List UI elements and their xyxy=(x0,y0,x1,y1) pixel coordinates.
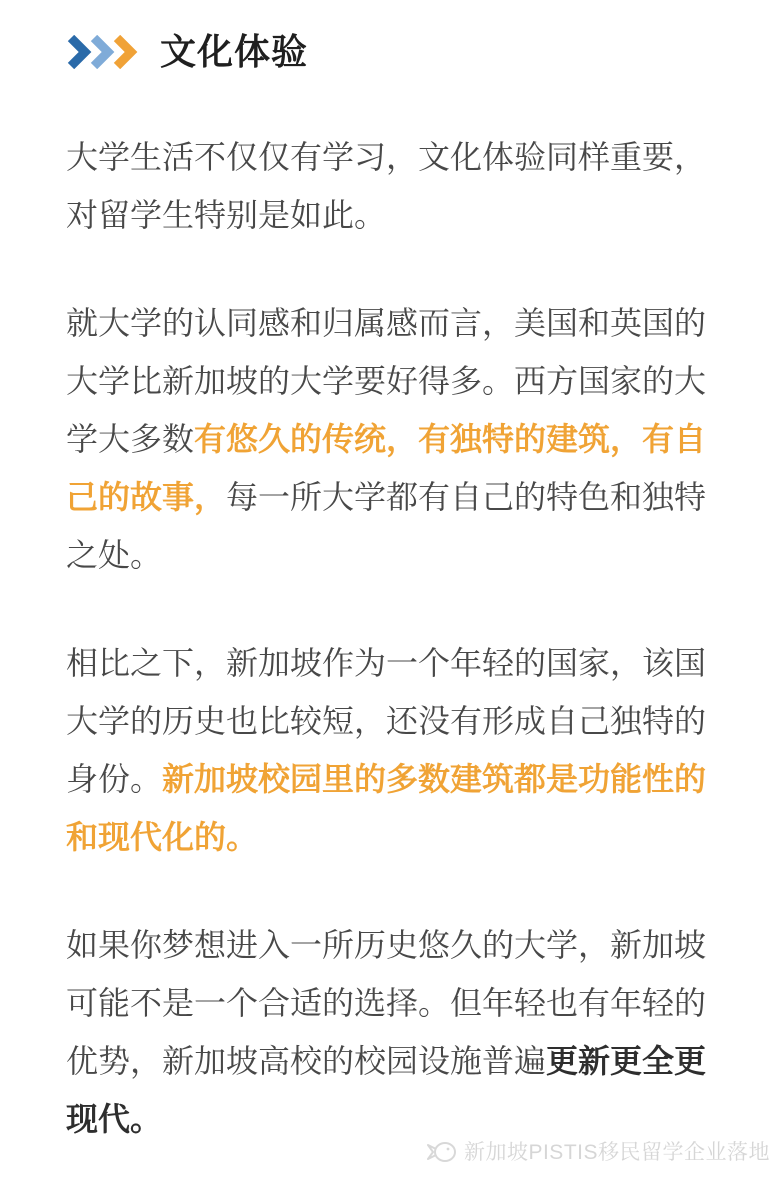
text-segment-normal: 每一所大学都有自己的特色和独特之处。 xyxy=(66,479,707,573)
text-segment-highlight: 有悠久的传统，有独特的建筑，有自己的故事， xyxy=(66,421,707,515)
section-header xyxy=(66,30,726,74)
paragraph xyxy=(66,294,724,584)
watermark-text: 新加坡PISTIS移民留学企业落地 xyxy=(463,1141,770,1164)
text-segment-normal: 大学生活不仅仅有学习，文化体验同样重要，对留学生特别是如此。 xyxy=(66,139,707,233)
text-segment-normal: 相比之下，新加坡作为一个年轻的国家，该国大学的历史也比较短，还没有形成自己独特的身份。 xyxy=(66,645,707,797)
bird-logo-icon xyxy=(426,1137,458,1165)
paragraph xyxy=(66,916,724,1148)
paragraph xyxy=(66,128,724,244)
text-segment-normal: 如果你梦想进入一所历史悠久的大学，新加坡可能不是一个合适的选择。但年轻也有年轻的优势，新加坡高校的校园设施普遍 xyxy=(66,927,707,1079)
paragraph xyxy=(66,634,724,866)
watermark xyxy=(426,1136,770,1166)
page-title: 文化体验 xyxy=(160,31,309,72)
article-body xyxy=(66,128,724,1148)
text-segment-normal: 就大学的认同感和归属感而言，美国和英国的大学比新加坡的大学要好得多。西方国家的大学大多数 xyxy=(66,305,707,457)
triple-chevron-icon xyxy=(66,35,140,69)
text-segment-highlight: 新加坡校园里的多数建筑都是功能性的和现代化的。 xyxy=(66,761,707,855)
text-segment-strong: 更新更全更现代。 xyxy=(66,1043,707,1137)
